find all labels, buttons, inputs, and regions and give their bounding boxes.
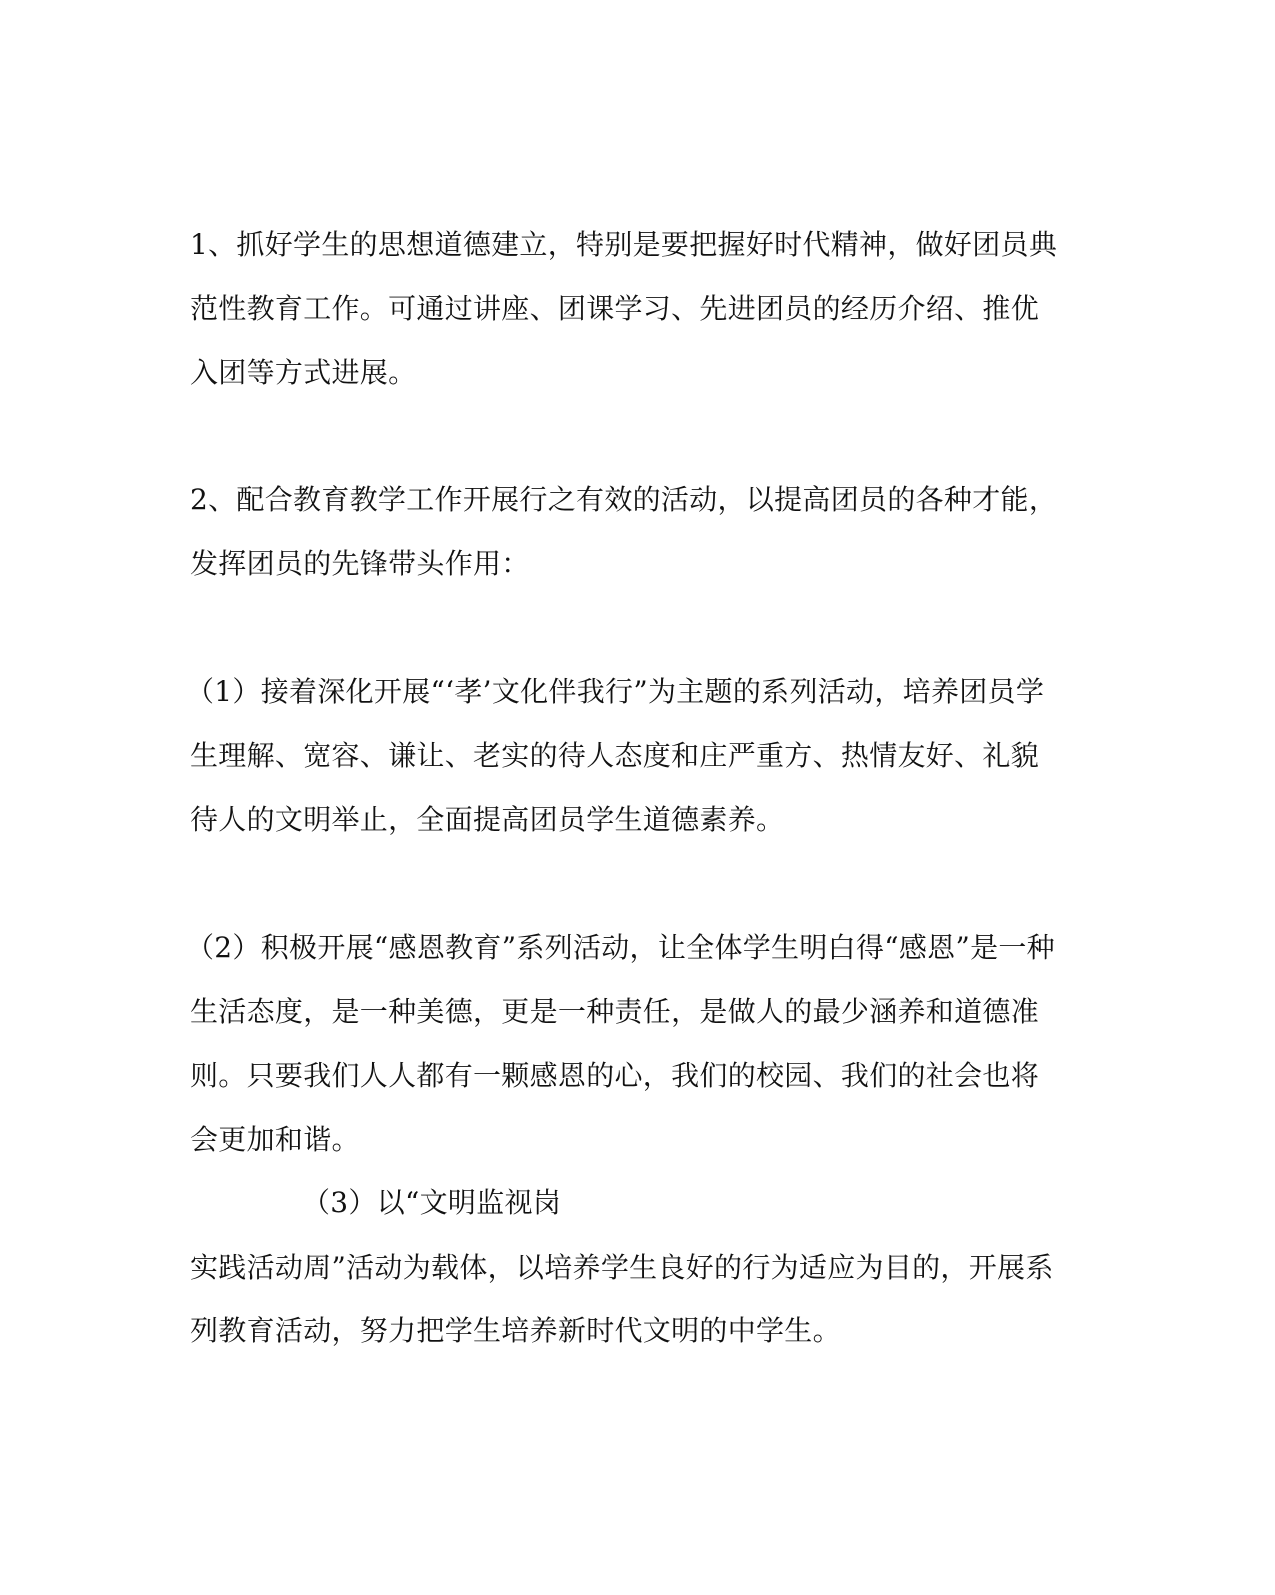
paragraph-3-line-1: （1）接着深化开展“‘孝’文化伴我行”为主题的系列活动，培养团员学	[186, 675, 1045, 708]
paragraph-1-line-3: 入团等方式进展。	[190, 356, 417, 389]
paragraph-5-line-3: 列教育活动，努力把学生培养新时代文明的中学生。	[190, 1314, 841, 1347]
paragraph-4-line-1: （2）积极开展“感恩教育”系列活动，让全体学生明白得“感恩”是一种	[186, 931, 1055, 964]
paragraph-4-line-4: 会更加和谐。	[190, 1123, 360, 1156]
paragraph-3-line-3: 待人的文明举止，全面提高团员学生道德素养。	[190, 803, 785, 836]
paragraph-5-line-2: 实践活动周”活动为载体，以培养学生良好的行为适应为目的，开展系	[190, 1251, 1054, 1284]
paragraph-4-line-3: 则。只要我们人人都有一颗感恩的心，我们的校园、我们的社会也将	[190, 1059, 1040, 1092]
paragraph-1-line-2: 范性教育工作。可通过讲座、团课学习、先进团员的经历介绍、推优	[190, 292, 1040, 325]
paragraph-2-line-2: 发挥团员的先锋带头作用：	[190, 547, 530, 580]
paragraph-5-line-1: （3）以“文明监视岗	[302, 1186, 562, 1219]
paragraph-4-line-2: 生活态度，是一种美德，更是一种责任，是做人的最少涵养和道德准	[190, 995, 1040, 1028]
paragraph-1-line-1: 1、抓好学生的思想道德建立，特别是要把握好时代精神，做好团员典	[190, 228, 1058, 261]
paragraph-2-line-1: 2、配合教育教学工作开展行之有效的活动，以提高团员的各种才能，	[190, 483, 1058, 516]
paragraph-3-line-2: 生理解、宽容、谦让、老实的待人态度和庄严重方、热情友好、礼貌	[190, 739, 1040, 772]
